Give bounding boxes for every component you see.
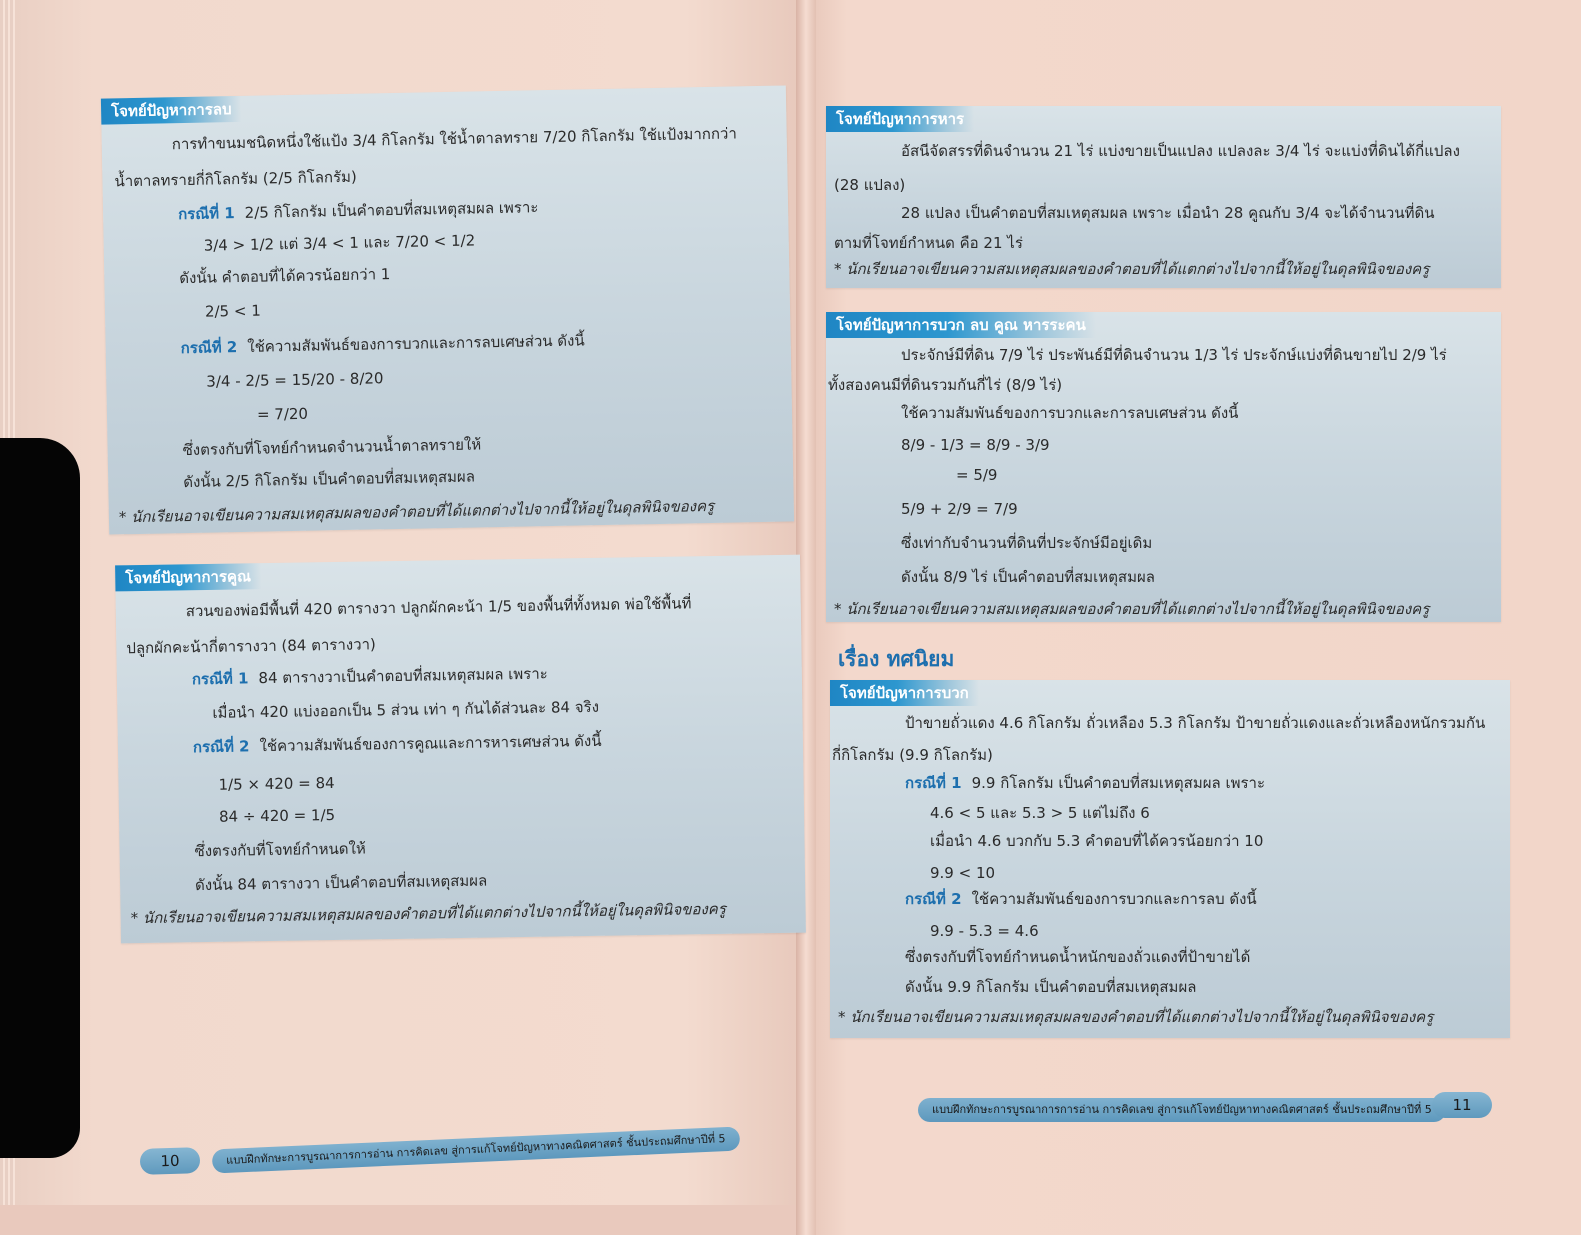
case-label: กรณีที่ 2 xyxy=(192,737,250,757)
case-step: ซึ่งตรงกับที่โจทย์กำหนดจำนวนน้ำตาลทรายให้ xyxy=(182,435,482,460)
problem-line: การทำขนมชนิดหนึ่งใช้แป้ง 3/4 กิโลกรัม ใช้น้ำตาลทราย 7/20 กิโลกรัม ใช้แป้งมากกว่า xyxy=(171,124,737,154)
equation: 3/4 - 2/5 = 15/20 - 8/20 xyxy=(206,369,384,391)
card-decimal-addition xyxy=(830,680,1510,1038)
footer-book-title-right: แบบฝึกทักษะการบูรณาการการอ่าน การคิดเลข สู่การแก้โจทย์ปัญหาทางคณิตศาสตร์ ชั้นประถมศึกษาปีที่ 5 xyxy=(918,1098,1446,1122)
explanation-line: 28 แปลง เป็นคำตอบที่สมเหตุสมผล เพราะ เมื่อนำ 28 คูณกับ 3/4 จะได้จำนวนที่ดิน xyxy=(901,204,1435,222)
card-division xyxy=(826,106,1501,288)
equation: 8/9 - 1/3 = 8/9 - 3/9 xyxy=(901,436,1050,454)
problem-line: ป้าขายถั่วแดง 4.6 กิโลกรัม ถั่วเหลือง 5.3 กิโลกรัม ป้าขายถั่วแดงและถั่วเหลืองหนักรวมกัน xyxy=(905,714,1486,732)
card-title: โจทย์ปัญหาการบวก ลบ คูณ หารระคน xyxy=(826,312,1096,338)
teacher-note: * นักเรียนอาจเขียนความสมเหตุสมผลของคำตอบที่ได้แตกต่างไปจากนี้ให้อยู่ในดุลพินิจของครู xyxy=(834,260,1430,278)
method-text: ใช้ความสัมพันธ์ของการบวกและการลบเศษส่วน ดังนี้ xyxy=(901,404,1239,422)
case-label: กรณีที่ 2 xyxy=(180,338,238,358)
teacher-note: * นักเรียนอาจเขียนความสมเหตุสมผลของคำตอบที่ได้แตกต่างไปจากนี้ให้อยู่ในดุลพินิจของครู xyxy=(118,496,715,527)
conclusion: ดังนั้น 2/5 กิโลกรัม เป็นคำตอบที่สมเหตุสมผล xyxy=(183,467,476,492)
page-number-left: 10 xyxy=(140,1147,201,1175)
card-multiplication xyxy=(115,555,806,944)
case-step: ซึ่งเท่ากับจำนวนที่ดินที่ประจักษ์มีอยู่เดิม xyxy=(901,534,1153,552)
equation: 1/5 × 420 = 84 xyxy=(218,773,335,794)
equation: 9.9 - 5.3 = 4.6 xyxy=(930,922,1039,940)
holding-hand xyxy=(0,438,80,1158)
card-title: โจทย์ปัญหาการคูณ xyxy=(115,563,261,591)
case-label: กรณีที่ 2 xyxy=(905,890,962,908)
card-title: โจทย์ปัญหาการลบ xyxy=(101,96,242,125)
case-step: ซึ่งตรงกับที่โจทย์กำหนดให้ xyxy=(194,839,366,861)
equation: 5/9 + 2/9 = 7/9 xyxy=(901,500,1018,518)
case-step: 9.9 < 10 xyxy=(930,864,996,882)
case-step: เมื่อนำ 420 แบ่งออกเป็น 5 ส่วน เท่า ๆ กันได้ส่วนละ 84 จริง xyxy=(212,697,600,722)
case-step: เมื่อนำ 4.6 บวกกับ 5.3 คำตอบที่ได้ควรน้อยกว่า 10 xyxy=(930,832,1264,850)
case-text: 9.9 กิโลกรัม เป็นคำตอบที่สมเหตุสมผล เพราะ xyxy=(971,774,1266,792)
equation: 84 ÷ 420 = 1/5 xyxy=(218,805,336,826)
equation: = 7/20 xyxy=(256,404,309,424)
problem-line: ทั้งสองคนมีที่ดินรวมกันกี่ไร่ (8/9 ไร่) xyxy=(828,376,1063,394)
problem-line: (28 แปลง) xyxy=(834,176,906,194)
case-step: ดังนั้น คำตอบที่ได้ควรน้อยกว่า 1 xyxy=(179,265,391,288)
problem-line: ประจักษ์มีที่ดิน 7/9 ไร่ ประพันธ์มีที่ดินจำนวน 1/3 ไร่ ประจักษ์แบ่งที่ดินขายไป 2/9 ไร่ xyxy=(901,346,1447,364)
teacher-note: * นักเรียนอาจเขียนความสมเหตุสมผลของคำตอบที่ได้แตกต่างไปจากนี้ให้อยู่ในดุลพินิจของครู xyxy=(838,1008,1434,1026)
conclusion: ดังนั้น 9.9 กิโลกรัม เป็นคำตอบที่สมเหตุสมผล xyxy=(905,978,1197,996)
case-label: กรณีที่ 1 xyxy=(177,204,235,224)
card-mixed-operations xyxy=(826,312,1501,622)
case-step: 3/4 > 1/2 แต่ 3/4 < 1 และ 7/20 < 1/2 xyxy=(203,231,476,255)
conclusion: ดังนั้น 84 ตารางวา เป็นคำตอบที่สมเหตุสมผล xyxy=(194,871,488,895)
case-text: 84 ตารางวาเป็นคำตอบที่สมเหตุสมผล เพราะ xyxy=(258,664,548,688)
problem-line: สวนของพ่อมีพื้นที่ 420 ตารางวา ปลูกผักคะน้า 1/5 ของพื้นที่ทั้งหมด พ่อใช้พื้นที่ xyxy=(185,594,692,621)
card-title: โจทย์ปัญหาการหาร xyxy=(826,106,974,132)
section-title: เรื่อง ทศนิยม xyxy=(838,647,955,671)
case-text: ใช้ความสัมพันธ์ของการคูณและการหารเศษส่วน ดังนี้ xyxy=(259,731,602,756)
problem-line: กี่กิโลกรัม (9.9 กิโลกรัม) xyxy=(832,746,993,764)
card-subtraction xyxy=(101,85,794,534)
page-number-right: 11 xyxy=(1432,1092,1492,1118)
problem-line: ปลูกผักคะน้ากี่ตารางวา (84 ตารางวา) xyxy=(126,635,376,658)
case-step: ซึ่งตรงกับที่โจทย์กำหนดน้ำหนักของถั่วแดงที่ป้าขายได้ xyxy=(905,948,1251,966)
case-step: 4.6 < 5 และ 5.3 > 5 แต่ไม่ถึง 6 xyxy=(930,804,1150,822)
teacher-note: * นักเรียนอาจเขียนความสมเหตุสมผลของคำตอบที่ได้แตกต่างไปจากนี้ให้อยู่ในดุลพินิจของครู xyxy=(130,899,726,928)
explanation-line: ตามที่โจทย์กำหนด คือ 21 ไร่ xyxy=(834,234,1023,252)
case-step: 2/5 < 1 xyxy=(204,301,261,321)
case-label: กรณีที่ 1 xyxy=(191,669,249,689)
case-text: 2/5 กิโลกรัม เป็นคำตอบที่สมเหตุสมผล เพราะ xyxy=(244,198,539,222)
case-text: ใช้ความสัมพันธ์ของการบวกและการลบ ดังนี้ xyxy=(971,890,1257,908)
equation: = 5/9 xyxy=(956,466,998,484)
problem-line: น้ำตาลทรายกี่กิโลกรัม (2/5 กิโลกรัม) xyxy=(114,167,357,191)
case-label: กรณีที่ 1 xyxy=(905,774,962,792)
footer-book-title-left: แบบฝึกทักษะการบูรณาการการอ่าน การคิดเลข สู่การแก้โจทย์ปัญหาทางคณิตศาสตร์ ชั้นประถมศึกษาปีที่ 5 xyxy=(212,1127,740,1174)
conclusion: ดังนั้น 8/9 ไร่ เป็นคำตอบที่สมเหตุสมผล xyxy=(901,568,1155,586)
teacher-note: * นักเรียนอาจเขียนความสมเหตุสมผลของคำตอบที่ได้แตกต่างไปจากนี้ให้อยู่ในดุลพินิจของครู xyxy=(834,600,1430,618)
problem-line: อัสนีจัดสรรที่ดินจำนวน 21 ไร่ แบ่งขายเป็นแปลง แปลงละ 3/4 ไร่ จะแบ่งที่ดินได้กี่แปลง xyxy=(901,142,1460,160)
case-text: ใช้ความสัมพันธ์ของการบวกและการลบเศษส่วน ดังนี้ xyxy=(247,331,585,356)
card-title: โจทย์ปัญหาการบวก xyxy=(830,680,979,706)
